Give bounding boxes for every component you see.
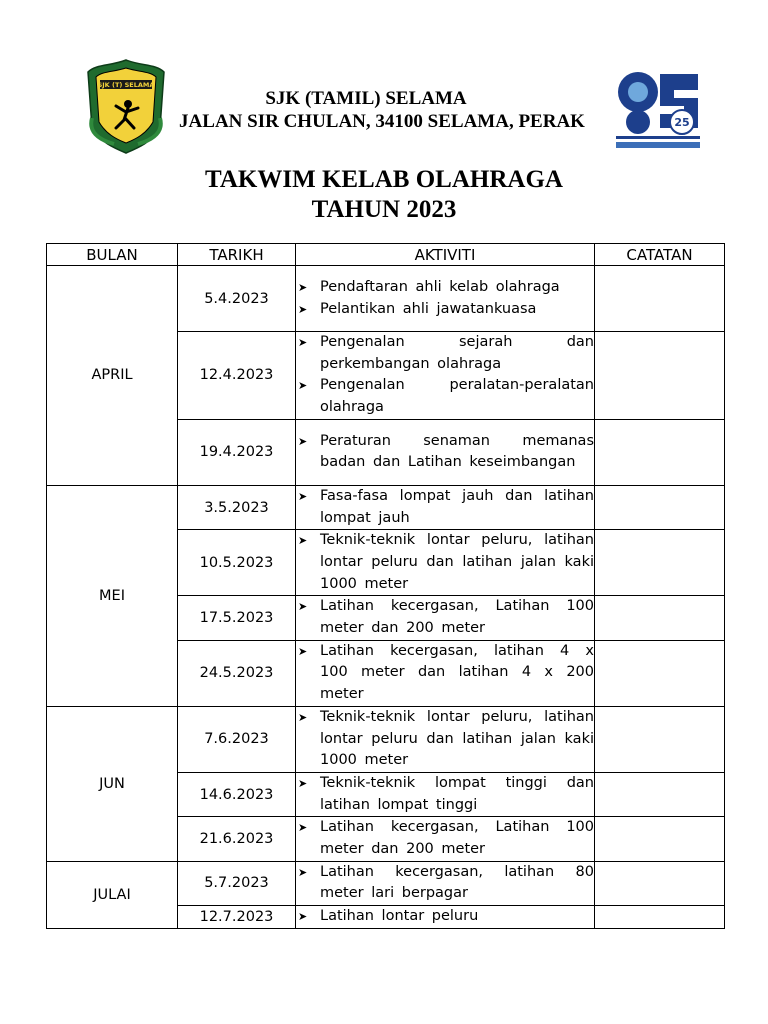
date-cell: 24.5.2023: [178, 640, 296, 706]
notes-cell: [595, 485, 725, 529]
activity-cell: [296, 332, 595, 420]
notes-cell: [595, 530, 725, 596]
table-row: [47, 706, 725, 772]
school-crest-text: SJK (T) SELAMA: [97, 81, 155, 89]
table-header-row: [47, 244, 725, 266]
activity-list: [296, 906, 594, 928]
arrow-bullet-icon: ➤: [298, 302, 308, 316]
arrow-bullet-icon: ➤: [298, 776, 308, 790]
activity-item: [296, 299, 594, 321]
activity-list: [296, 596, 594, 639]
arrow-bullet-icon: ➤: [298, 821, 308, 835]
activity-text: Pelantikan ahli jawatankuasa: [320, 300, 537, 317]
notes-cell: [595, 772, 725, 816]
activity-list: [296, 817, 594, 860]
notes-cell: [595, 706, 725, 772]
activity-text: Pengenalan sejarah dan perkembangan olahraga: [320, 334, 594, 372]
date-cell: 5.4.2023: [178, 266, 296, 332]
notes-cell: [595, 640, 725, 706]
month-cell: JULAI: [47, 861, 178, 928]
document-year: TAHUN 2023: [311, 196, 457, 223]
activity-item: [296, 486, 594, 529]
arrow-bullet-icon: ➤: [298, 600, 308, 614]
activity-cell: [296, 485, 595, 529]
activity-item: [296, 530, 594, 595]
activity-cell: [296, 530, 595, 596]
activity-item: [296, 707, 594, 772]
activity-list: [296, 332, 594, 419]
activity-cell: [296, 596, 595, 640]
activity-cell: [296, 861, 595, 905]
activity-list: [296, 486, 594, 529]
date-cell: 7.6.2023: [178, 706, 296, 772]
activity-text: Pengenalan peralatan-peralatan olahraga: [320, 377, 594, 416]
activity-list: [296, 277, 594, 320]
header-bulan: BULAN: [47, 244, 178, 266]
header-catatan: CATATAN: [595, 244, 725, 266]
activity-list: [296, 773, 594, 816]
activity-text: Teknik-teknik lontar peluru, latihan lontar peluru dan latihan jalan kaki 1000 meter: [320, 708, 594, 769]
activity-list: [296, 862, 594, 905]
activity-list: [296, 641, 594, 706]
activity-text: Latihan kecergasan, Latihan 100 meter dan 200 meter: [320, 819, 594, 858]
date-cell: 17.5.2023: [178, 596, 296, 640]
arrow-bullet-icon: ➤: [298, 379, 308, 393]
activity-item: [296, 862, 594, 905]
activity-cell: [296, 266, 595, 332]
activity-list: [296, 530, 594, 595]
date-cell: 12.4.2023: [178, 332, 296, 420]
activity-cell: [296, 419, 595, 485]
activity-item: [296, 277, 594, 299]
school-name: SJK (TAMIL) SELAMA: [265, 88, 467, 109]
activity-cell: [296, 817, 595, 861]
table-row: [47, 485, 725, 529]
activity-text: Latihan kecergasan, latihan 80 meter lari berpagar: [320, 863, 594, 902]
document-title: TAKWIM KELAB OLAHRAGA: [205, 166, 563, 193]
activity-text: Latihan kecergasan, Latihan 100 meter dan 200 meter: [320, 598, 594, 637]
activity-text: Latihan lontar peluru: [320, 908, 479, 925]
activity-item: [296, 332, 594, 375]
date-cell: 21.6.2023: [178, 817, 296, 861]
activity-item: [296, 596, 594, 639]
month-cell: APRIL: [47, 266, 178, 486]
arrow-bullet-icon: ➤: [298, 865, 308, 879]
notes-cell: [595, 266, 725, 332]
arrow-bullet-icon: ➤: [298, 489, 308, 503]
activity-item: [296, 641, 594, 706]
notes-cell: [595, 419, 725, 485]
date-cell: 5.7.2023: [178, 861, 296, 905]
notes-cell: [595, 817, 725, 861]
notes-cell: [595, 861, 725, 905]
activity-item: [296, 431, 594, 474]
ministry-logo-number: 25: [674, 116, 690, 129]
table-body: [47, 266, 725, 929]
arrow-bullet-icon: ➤: [298, 336, 308, 349]
activity-item: [296, 817, 594, 860]
activity-cell: [296, 772, 595, 816]
activity-text: Latihan kecergasan, latihan 4 x 100 meter dan latihan 4 x 200 meter: [320, 642, 594, 703]
activity-item: [296, 773, 594, 816]
activity-item: [296, 375, 594, 418]
notes-cell: [595, 596, 725, 640]
date-cell: 10.5.2023: [178, 530, 296, 596]
activity-cell: [296, 640, 595, 706]
month-cell: MEI: [47, 485, 178, 706]
notes-cell: [595, 332, 725, 420]
activity-text: Peraturan senaman memanas badan dan Latihan keseimbangan: [320, 432, 594, 471]
arrow-bullet-icon: ➤: [298, 644, 308, 658]
date-cell: 3.5.2023: [178, 485, 296, 529]
arrow-bullet-icon: ➤: [298, 710, 308, 724]
activity-text: Teknik-teknik lontar peluru, latihan lontar peluru dan latihan jalan kaki 1000 meter: [320, 532, 594, 592]
table-row: [47, 861, 725, 905]
table-row: [47, 266, 725, 332]
activity-cell: [296, 906, 595, 929]
arrow-bullet-icon: ➤: [298, 910, 308, 924]
date-cell: 14.6.2023: [178, 772, 296, 816]
arrow-bullet-icon: ➤: [298, 534, 308, 548]
date-cell: 19.4.2023: [178, 419, 296, 485]
header-aktiviti: AKTIVITI: [296, 244, 595, 266]
activity-text: Fasa-fasa lompat jauh dan latihan lompat jauh: [320, 487, 594, 526]
header-tarikh: TARIKH: [178, 244, 296, 266]
date-cell: 12.7.2023: [178, 906, 296, 929]
activity-cell: [296, 706, 595, 772]
activity-item: [296, 906, 594, 928]
month-cell: JUN: [47, 706, 178, 861]
notes-cell: [595, 906, 725, 929]
activity-list: [296, 707, 594, 772]
activity-text: Pendaftaran ahli kelab olahraga: [320, 278, 560, 295]
arrow-bullet-icon: ➤: [298, 434, 308, 448]
activity-list: [296, 431, 594, 474]
activity-calendar-table: [46, 243, 725, 929]
arrow-bullet-icon: ➤: [298, 280, 308, 294]
school-address: JALAN SIR CHULAN, 34100 SELAMA, PERAK: [179, 111, 585, 132]
activity-text: Teknik-teknik lompat tinggi dan latihan lompat tinggi: [320, 774, 594, 813]
